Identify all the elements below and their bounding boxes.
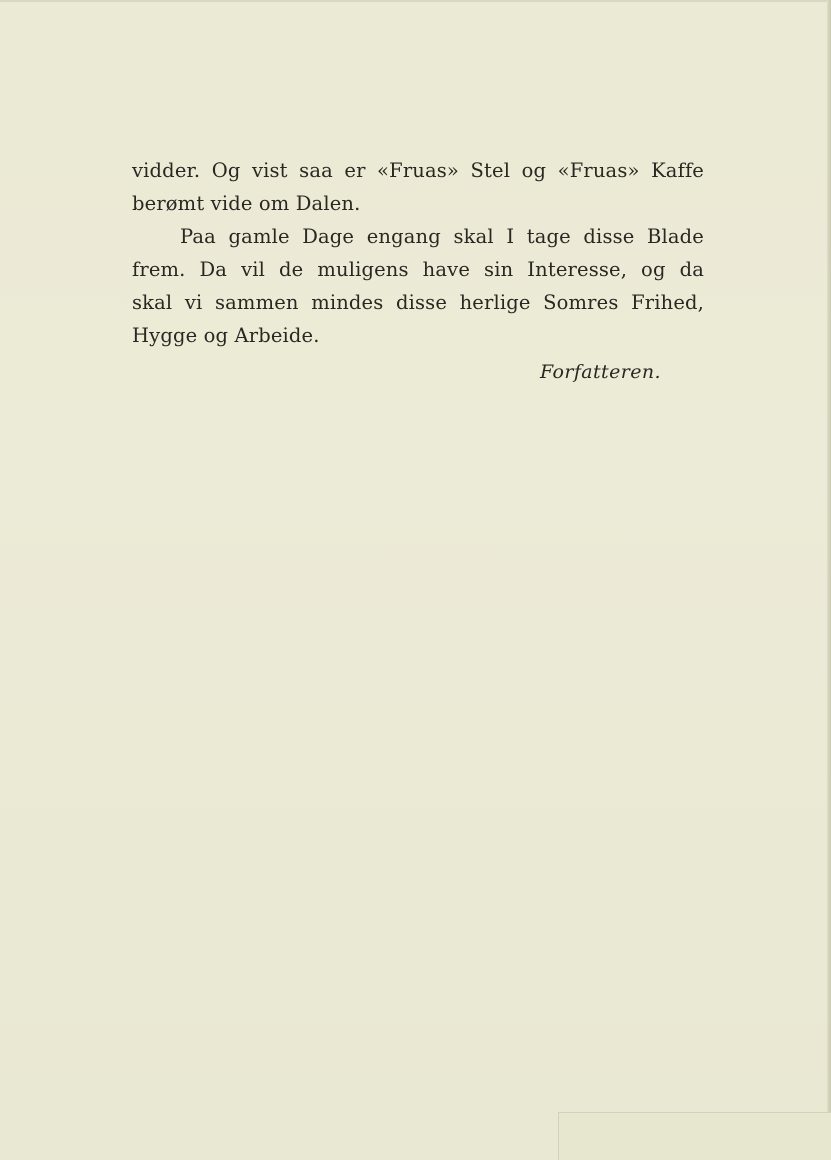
page-corner-fold <box>558 1112 831 1160</box>
text-line: vidder. Og vist saa er «Fruas» Stel og «Fruas» Kaffe <box>132 159 704 182</box>
text-line: frem. Da vil de muligens have sin Interesse, og da <box>132 258 704 281</box>
body-text <box>132 154 704 352</box>
page-right-edge <box>827 0 831 1160</box>
author-signature: Forfatteren. <box>540 361 661 383</box>
text-line: berømt vide om Dalen. <box>132 192 361 215</box>
text-line: Paa gamle Dage engang skal I tage disse Blade <box>180 225 704 248</box>
page-top-edge <box>0 0 831 2</box>
text-line: skal vi sammen mindes disse herlige Somres Frihed, <box>132 291 704 314</box>
text-line: Hygge og Arbeide. <box>132 324 320 347</box>
